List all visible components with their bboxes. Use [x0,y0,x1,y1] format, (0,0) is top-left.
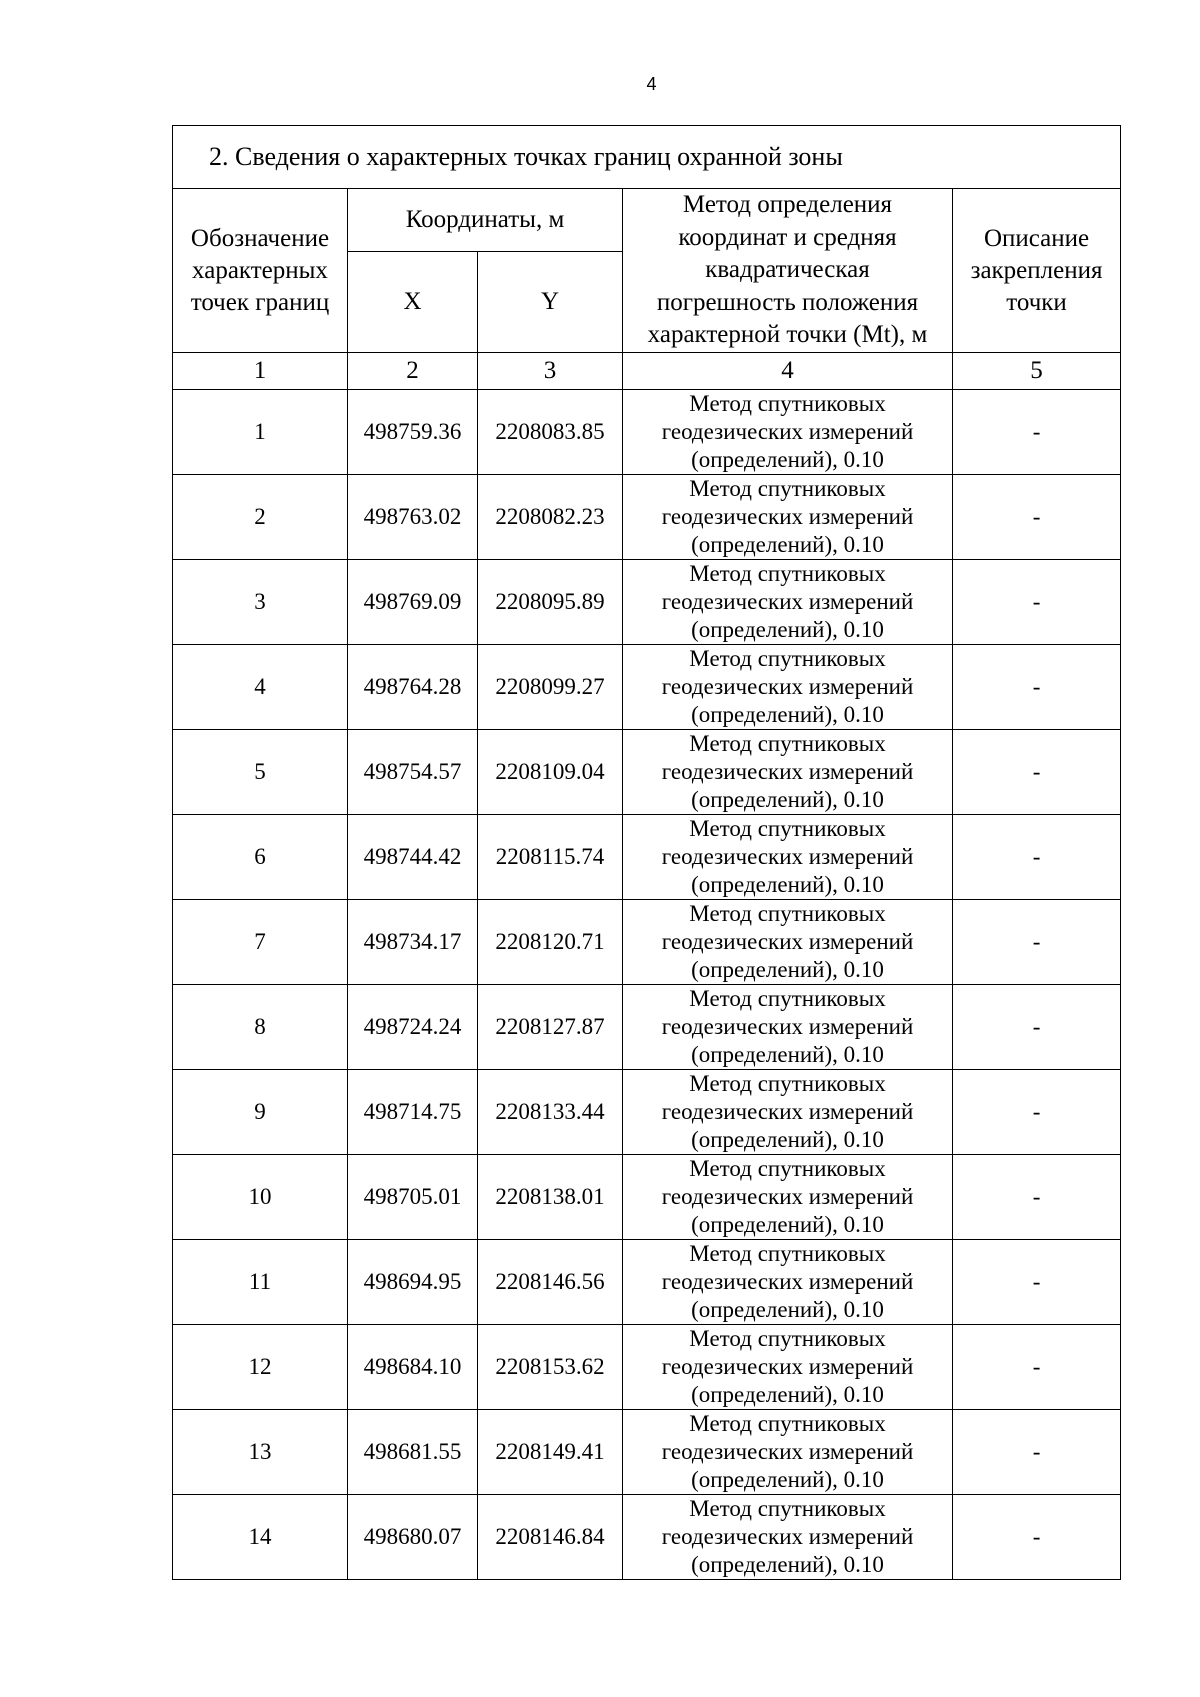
method-line: Метод спутниковых [689,816,886,841]
description-cell: - [953,645,1121,730]
method-line: геодезических измерений [661,1354,914,1379]
description-cell: - [953,985,1121,1070]
y-coordinate-cell: 2208146.84 [478,1495,623,1580]
point-number-cell: 11 [173,1240,348,1325]
description-cell: - [953,1325,1121,1410]
description-cell: - [953,815,1121,900]
method-line: Метод спутниковых [689,901,886,926]
description-cell: - [953,1410,1121,1495]
method-line: геодезических измерений [661,1014,914,1039]
boundary-points-table [172,125,1121,1580]
method-line: Метод спутниковых [689,986,886,1011]
method-cell [623,1070,953,1155]
method-line: Метод спутниковых [689,1411,886,1436]
table-row [173,560,1121,645]
method-line: (определений), 0.10 [691,532,884,557]
section-title: 2. Сведения о характерных точках границ охранной зоны [173,126,1121,189]
point-number-cell: 9 [173,1070,348,1155]
point-number-cell: 7 [173,900,348,985]
coordinates-header: Координаты, м [348,189,623,252]
x-coordinate-cell: 498734.17 [348,900,478,985]
y-coordinate-cell: 2208127.87 [478,985,623,1070]
method-header-line: квадратическая [705,256,870,284]
description-cell: - [953,1240,1121,1325]
point-number-cell: 4 [173,645,348,730]
table-row [173,645,1121,730]
method-cell [623,815,953,900]
method-header-line: координат и средняя [678,223,897,251]
method-line: (определений), 0.10 [691,702,884,727]
method-line: Метод спутниковых [689,1326,886,1351]
table-row [173,985,1121,1070]
method-line: геодезических измерений [661,419,914,444]
method-cell [623,560,953,645]
method-line: (определений), 0.10 [691,1467,884,1492]
x-header: X [348,252,478,353]
method-line: геодезических измерений [661,844,914,869]
point-number-cell: 13 [173,1410,348,1495]
y-coordinate-cell: 2208149.41 [478,1410,623,1495]
y-coordinate-cell: 2208095.89 [478,560,623,645]
method-line: Метод спутниковых [689,731,886,756]
method-line: Метод спутниковых [689,1071,886,1096]
x-coordinate-cell: 498754.57 [348,730,478,815]
method-line: Метод спутниковых [689,476,886,501]
method-line: Метод спутниковых [689,561,886,586]
designation-header-line: характерных [192,256,328,284]
method-line: Метод спутниковых [689,1156,886,1181]
y-coordinate-cell: 2208120.71 [478,900,623,985]
table-row [173,1070,1121,1155]
header-row [173,189,1121,252]
method-cell [623,985,953,1070]
description-cell: - [953,560,1121,645]
method-cell [623,1495,953,1580]
table-row [173,815,1121,900]
section-title-row [173,126,1121,189]
column-number: 1 [173,353,348,390]
table-row [173,730,1121,815]
table-row [173,900,1121,985]
method-cell [623,390,953,475]
description-header [953,189,1121,353]
point-number-cell: 3 [173,560,348,645]
method-line: геодезических измерений [661,1269,914,1294]
method-header-line: характерной точки (Mt), м [647,321,928,349]
description-header-line: точки [1006,288,1067,316]
method-line: геодезических измерений [661,674,914,699]
method-cell [623,730,953,815]
method-line: геодезических измерений [661,1524,914,1549]
column-numbers-row [173,353,1121,390]
column-number: 3 [478,353,623,390]
method-line: геодезических измерений [661,929,914,954]
table-row [173,475,1121,560]
x-coordinate-cell: 498769.09 [348,560,478,645]
column-number: 4 [623,353,953,390]
table-row [173,1155,1121,1240]
point-number-cell: 2 [173,475,348,560]
method-cell [623,1240,953,1325]
description-cell: - [953,1070,1121,1155]
method-cell [623,645,953,730]
method-cell [623,1155,953,1240]
y-coordinate-cell: 2208146.56 [478,1240,623,1325]
method-line: (определений), 0.10 [691,617,884,642]
method-line: (определений), 0.10 [691,447,884,472]
point-number-cell: 6 [173,815,348,900]
method-line: (определений), 0.10 [691,1042,884,1067]
method-line: Метод спутниковых [689,1496,886,1521]
method-line: Метод спутниковых [689,391,886,416]
description-cell: - [953,390,1121,475]
y-header: Y [478,252,623,353]
designation-header [173,189,348,353]
page-number: 4 [646,74,657,94]
method-line: (определений), 0.10 [691,1297,884,1322]
x-coordinate-cell: 498694.95 [348,1240,478,1325]
x-coordinate-cell: 498759.36 [348,390,478,475]
point-number-cell: 10 [173,1155,348,1240]
y-coordinate-cell: 2208109.04 [478,730,623,815]
table-row [173,390,1121,475]
method-line: геодезических измерений [661,589,914,614]
y-coordinate-cell: 2208138.01 [478,1155,623,1240]
point-number-cell: 1 [173,390,348,475]
point-number-cell: 14 [173,1495,348,1580]
x-coordinate-cell: 498684.10 [348,1325,478,1410]
method-line: Метод спутниковых [689,646,886,671]
method-line: (определений), 0.10 [691,872,884,897]
method-cell [623,1325,953,1410]
method-line: (определений), 0.10 [691,1382,884,1407]
method-line: геодезических измерений [661,504,914,529]
method-line: геодезических измерений [661,759,914,784]
description-cell: - [953,730,1121,815]
y-coordinate-cell: 2208082.23 [478,475,623,560]
x-coordinate-cell: 498680.07 [348,1495,478,1580]
description-header-line: Описание [983,224,1090,252]
x-coordinate-cell: 498714.75 [348,1070,478,1155]
method-header-line: Метод определения [682,191,893,219]
description-cell: - [953,475,1121,560]
x-coordinate-cell: 498744.42 [348,815,478,900]
designation-header-line: Обозначение [190,224,330,252]
y-coordinate-cell: 2208153.62 [478,1325,623,1410]
column-number: 5 [953,353,1121,390]
description-cell: - [953,1495,1121,1580]
point-number-cell: 8 [173,985,348,1070]
method-line: (определений), 0.10 [691,1127,884,1152]
description-cell: - [953,1155,1121,1240]
point-number-cell: 12 [173,1325,348,1410]
method-cell [623,475,953,560]
method-line: (определений), 0.10 [691,1552,884,1577]
y-coordinate-cell: 2208099.27 [478,645,623,730]
method-line: (определений), 0.10 [691,1212,884,1237]
x-coordinate-cell: 498705.01 [348,1155,478,1240]
point-number-cell: 5 [173,730,348,815]
x-coordinate-cell: 498681.55 [348,1410,478,1495]
x-coordinate-cell: 498764.28 [348,645,478,730]
method-line: геодезических измерений [661,1099,914,1124]
method-line: Метод спутниковых [689,1241,886,1266]
method-header [623,189,953,353]
x-coordinate-cell: 498724.24 [348,985,478,1070]
method-line: (определений), 0.10 [691,957,884,982]
table-row [173,1495,1121,1580]
method-cell [623,900,953,985]
designation-header-line: точек границ [190,288,330,316]
method-line: геодезических измерений [661,1184,914,1209]
table-row [173,1240,1121,1325]
table-row [173,1325,1121,1410]
y-coordinate-cell: 2208083.85 [478,390,623,475]
method-cell [623,1410,953,1495]
x-coordinate-cell: 498763.02 [348,475,478,560]
y-coordinate-cell: 2208133.44 [478,1070,623,1155]
description-header-line: закрепления [970,256,1103,284]
description-cell: - [953,900,1121,985]
y-coordinate-cell: 2208115.74 [478,815,623,900]
table-row [173,1410,1121,1495]
method-header-line: погрешность положения [656,288,919,316]
column-number: 2 [348,353,478,390]
method-line: геодезических измерений [661,1439,914,1464]
method-line: (определений), 0.10 [691,787,884,812]
